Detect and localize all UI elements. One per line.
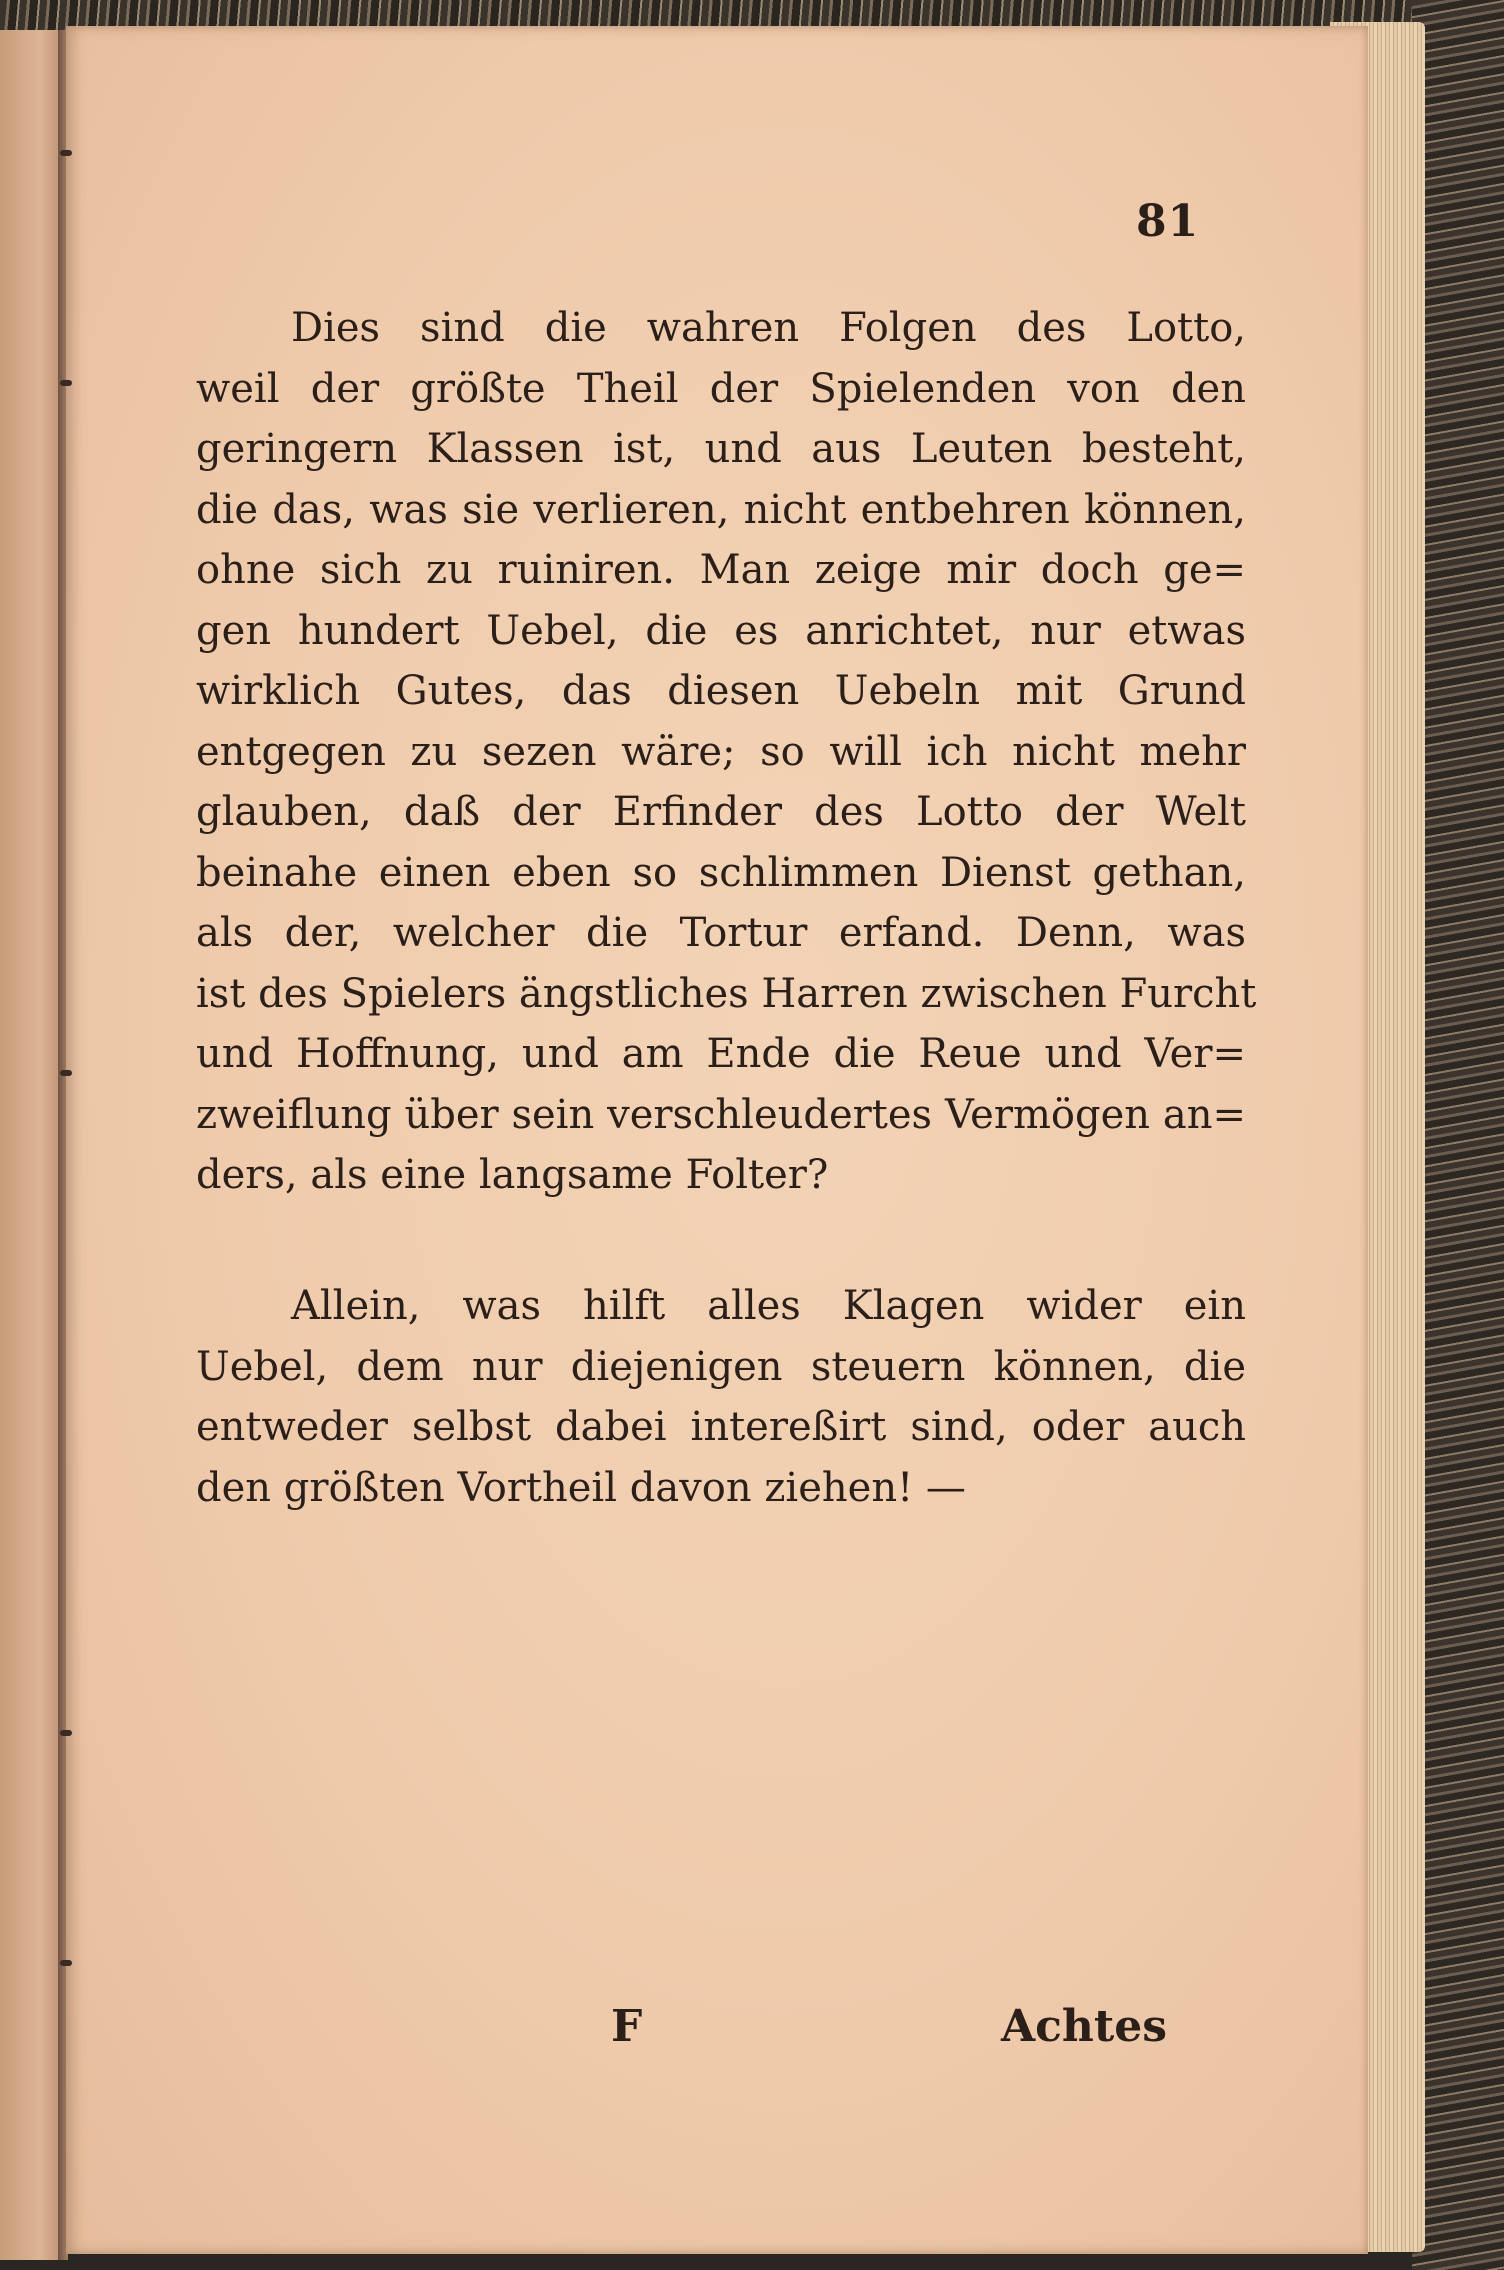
text-line: ist des Spielers ängstliches Harren zwischen Furcht <box>196 970 1257 1017</box>
text-line: beinahe einen eben so schlimmen Dienst gethan, <box>196 849 1246 896</box>
paragraph-1 <box>196 298 1257 1206</box>
signature-mark: F <box>611 2001 643 2052</box>
text-line: die das, was sie verlieren, nicht entbehren können, <box>196 486 1246 533</box>
text-line: weil der größte Theil der Spielenden von den <box>196 365 1246 412</box>
text-line: Dies sind die wahren Folgen des Lotto, <box>291 305 1246 351</box>
text-line: Allein, was hilft alles Klagen wider ein <box>291 1283 1246 1329</box>
page-number: 81 <box>1136 196 1200 247</box>
facing-page-edge <box>0 30 66 2260</box>
binding-stitch <box>60 150 72 156</box>
text-line: ohne sich zu ruiniren. Man zeige mir doch ge= <box>196 547 1246 593</box>
marbled-cover-right <box>1412 0 1504 2270</box>
binding-stitch <box>60 1960 72 1966</box>
paragraph-2 <box>196 1276 1246 1518</box>
binding-stitch <box>60 1070 72 1076</box>
text-line: geringern Klassen ist, und aus Leuten besteht, <box>196 426 1246 472</box>
text-line: entgegen zu sezen wäre; so will ich nicht mehr <box>196 728 1246 775</box>
text-line: den größten Vortheil davon ziehen! — <box>196 1464 966 1511</box>
text-line: glauben, daß der Erfinder des Lotto der Welt <box>196 789 1246 835</box>
text-line: entweder selbst dabei intereßirt sind, oder auch <box>196 1404 1246 1450</box>
text-line: als der, welcher die Tortur erfand. Denn, was <box>196 910 1246 956</box>
book-page <box>66 26 1368 2254</box>
binding-stitch <box>60 1730 72 1736</box>
text-line: zweiflung über sein verschleudertes Vermögen an= <box>196 1091 1246 1138</box>
text-line: ders, als eine langsame Folter? <box>196 1152 829 1198</box>
text-line: gen hundert Uebel, die es anrichtet, nur etwas <box>196 607 1246 654</box>
text-line: Uebel, dem nur diejenigen steuern können, die <box>196 1343 1246 1390</box>
text-line: und Hoffnung, und am Ende die Reue und Ver= <box>196 1031 1246 1077</box>
catchword: Achtes <box>1001 2001 1168 2052</box>
text-line: wirklich Gutes, das diesen Uebeln mit Grund <box>196 668 1246 714</box>
binding-stitch <box>60 380 72 386</box>
